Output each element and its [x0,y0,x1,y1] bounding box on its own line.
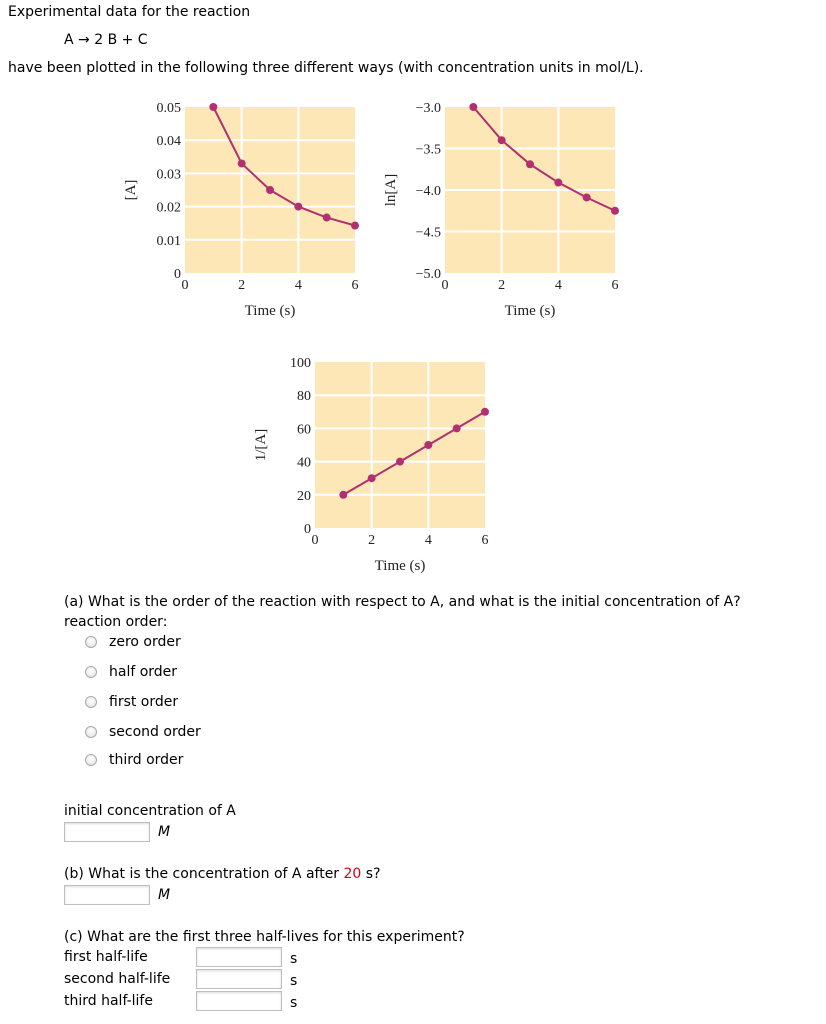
radio-button[interactable] [85,726,97,738]
option-label: half order [109,664,178,680]
data-point [498,136,506,144]
y-tick-label: 0.03 [156,167,181,183]
x-tick-label: 0 [181,278,189,293]
chart-ln-concentration [370,95,630,325]
radio-button[interactable] [85,754,97,766]
y-tick-label: 40 [297,455,311,471]
radio-button[interactable] [85,696,97,708]
x-tick-label: 0 [311,533,319,548]
radio-button[interactable] [85,666,97,678]
y-tick-label: 20 [297,488,311,504]
third-half-life-label: third half-life [64,993,153,1009]
data-point [396,458,404,466]
y-axis-label: 1/[A] [253,428,269,462]
y-tick-label: 100 [290,356,311,371]
option-label: zero order [109,634,181,650]
concentration-after-input[interactable] [64,885,150,905]
data-point [526,160,534,168]
third-half-life-unit: s [290,995,298,1011]
data-point [351,222,359,230]
data-point [339,491,347,499]
x-tick-label: 4 [294,278,302,293]
y-tick-label: 0.04 [156,134,181,150]
y-tick-label: 0 [174,267,181,282]
y-tick-label: 0.01 [156,233,181,249]
x-tick-label: 6 [611,278,619,293]
intro-plots-text: have been plotted in the following three different ways (with concentration units in mol/L). [8,60,644,76]
y-tick-label: −4.5 [415,225,441,241]
option-first-order[interactable] [84,692,178,712]
x-tick-label: 2 [238,278,246,293]
second-half-life-input[interactable] [196,969,282,989]
question-b-time: 20 [343,866,362,882]
initial-concentration-input[interactable] [64,822,150,842]
first-half-life-input[interactable] [196,947,282,967]
y-tick-label: −5.0 [415,267,441,282]
y-axis-label: ln[A] [383,173,399,207]
data-point [266,186,274,194]
option-label: first order [109,694,179,710]
reaction-order-label: reaction order: [64,614,168,630]
y-tick-label: 0.02 [156,200,181,216]
initial-concentration-unit: M [158,824,171,840]
question-c: (c) What are the first three half-lives for this experiment? [64,929,465,945]
reaction-equation: A → 2 B + C [64,32,148,48]
x-axis-label: Time (s) [504,303,556,319]
y-tick-label: −3.0 [415,101,441,116]
data-point [238,159,246,167]
data-point [323,214,331,222]
data-point [209,103,217,111]
x-tick-label: 6 [481,533,489,548]
data-point [481,408,489,416]
data-point [453,424,461,432]
option-label: third order [109,752,184,768]
data-point [611,207,619,215]
y-tick-label: −3.5 [415,142,441,158]
x-axis-label: Time (s) [244,303,296,319]
chart-inverse-concentration [240,350,500,580]
option-second-order[interactable] [84,722,201,742]
y-tick-label: 80 [297,389,311,405]
y-axis-label: [A] [123,179,139,201]
x-axis-label: Time (s) [374,558,426,574]
plot-background [315,362,485,528]
data-point [294,203,302,211]
y-tick-label: −4.0 [415,184,441,199]
question-a: (a) What is the order of the reaction with respect to A, and what is the initial concentration of A? [64,594,741,610]
chart-concentration [110,95,370,325]
second-half-life-unit: s [290,973,298,989]
radio-button[interactable] [85,636,97,648]
x-tick-label: 6 [351,278,359,293]
option-half-order[interactable] [84,662,177,682]
concentration-after-unit: M [158,887,171,903]
question-b-text: (b) What is the concentration of A after [64,866,344,882]
option-third-order[interactable] [84,750,183,770]
intro-text: Experimental data for the reaction [8,4,251,20]
third-half-life-input[interactable] [196,991,282,1011]
option-zero-order[interactable] [84,632,181,652]
x-tick-label: 2 [498,278,506,293]
first-half-life-unit: s [290,951,298,967]
y-tick-label: 60 [297,422,311,438]
x-tick-label: 2 [368,533,376,548]
data-point [424,441,432,449]
y-tick-label: 0.05 [156,101,181,116]
question-b [64,865,381,883]
y-tick-label: 0 [304,522,311,537]
initial-concentration-label: initial concentration of A [64,803,236,819]
first-half-life-label: first half-life [64,949,148,965]
second-half-life-label: second half-life [64,971,171,987]
data-point [368,474,376,482]
data-point [583,193,591,201]
x-tick-label: 4 [424,533,432,548]
x-tick-label: 0 [441,278,449,293]
option-label: second order [109,724,201,740]
data-point [469,103,477,111]
question-b-text-end: s? [361,866,381,882]
x-tick-label: 4 [554,278,562,293]
data-point [554,179,562,187]
